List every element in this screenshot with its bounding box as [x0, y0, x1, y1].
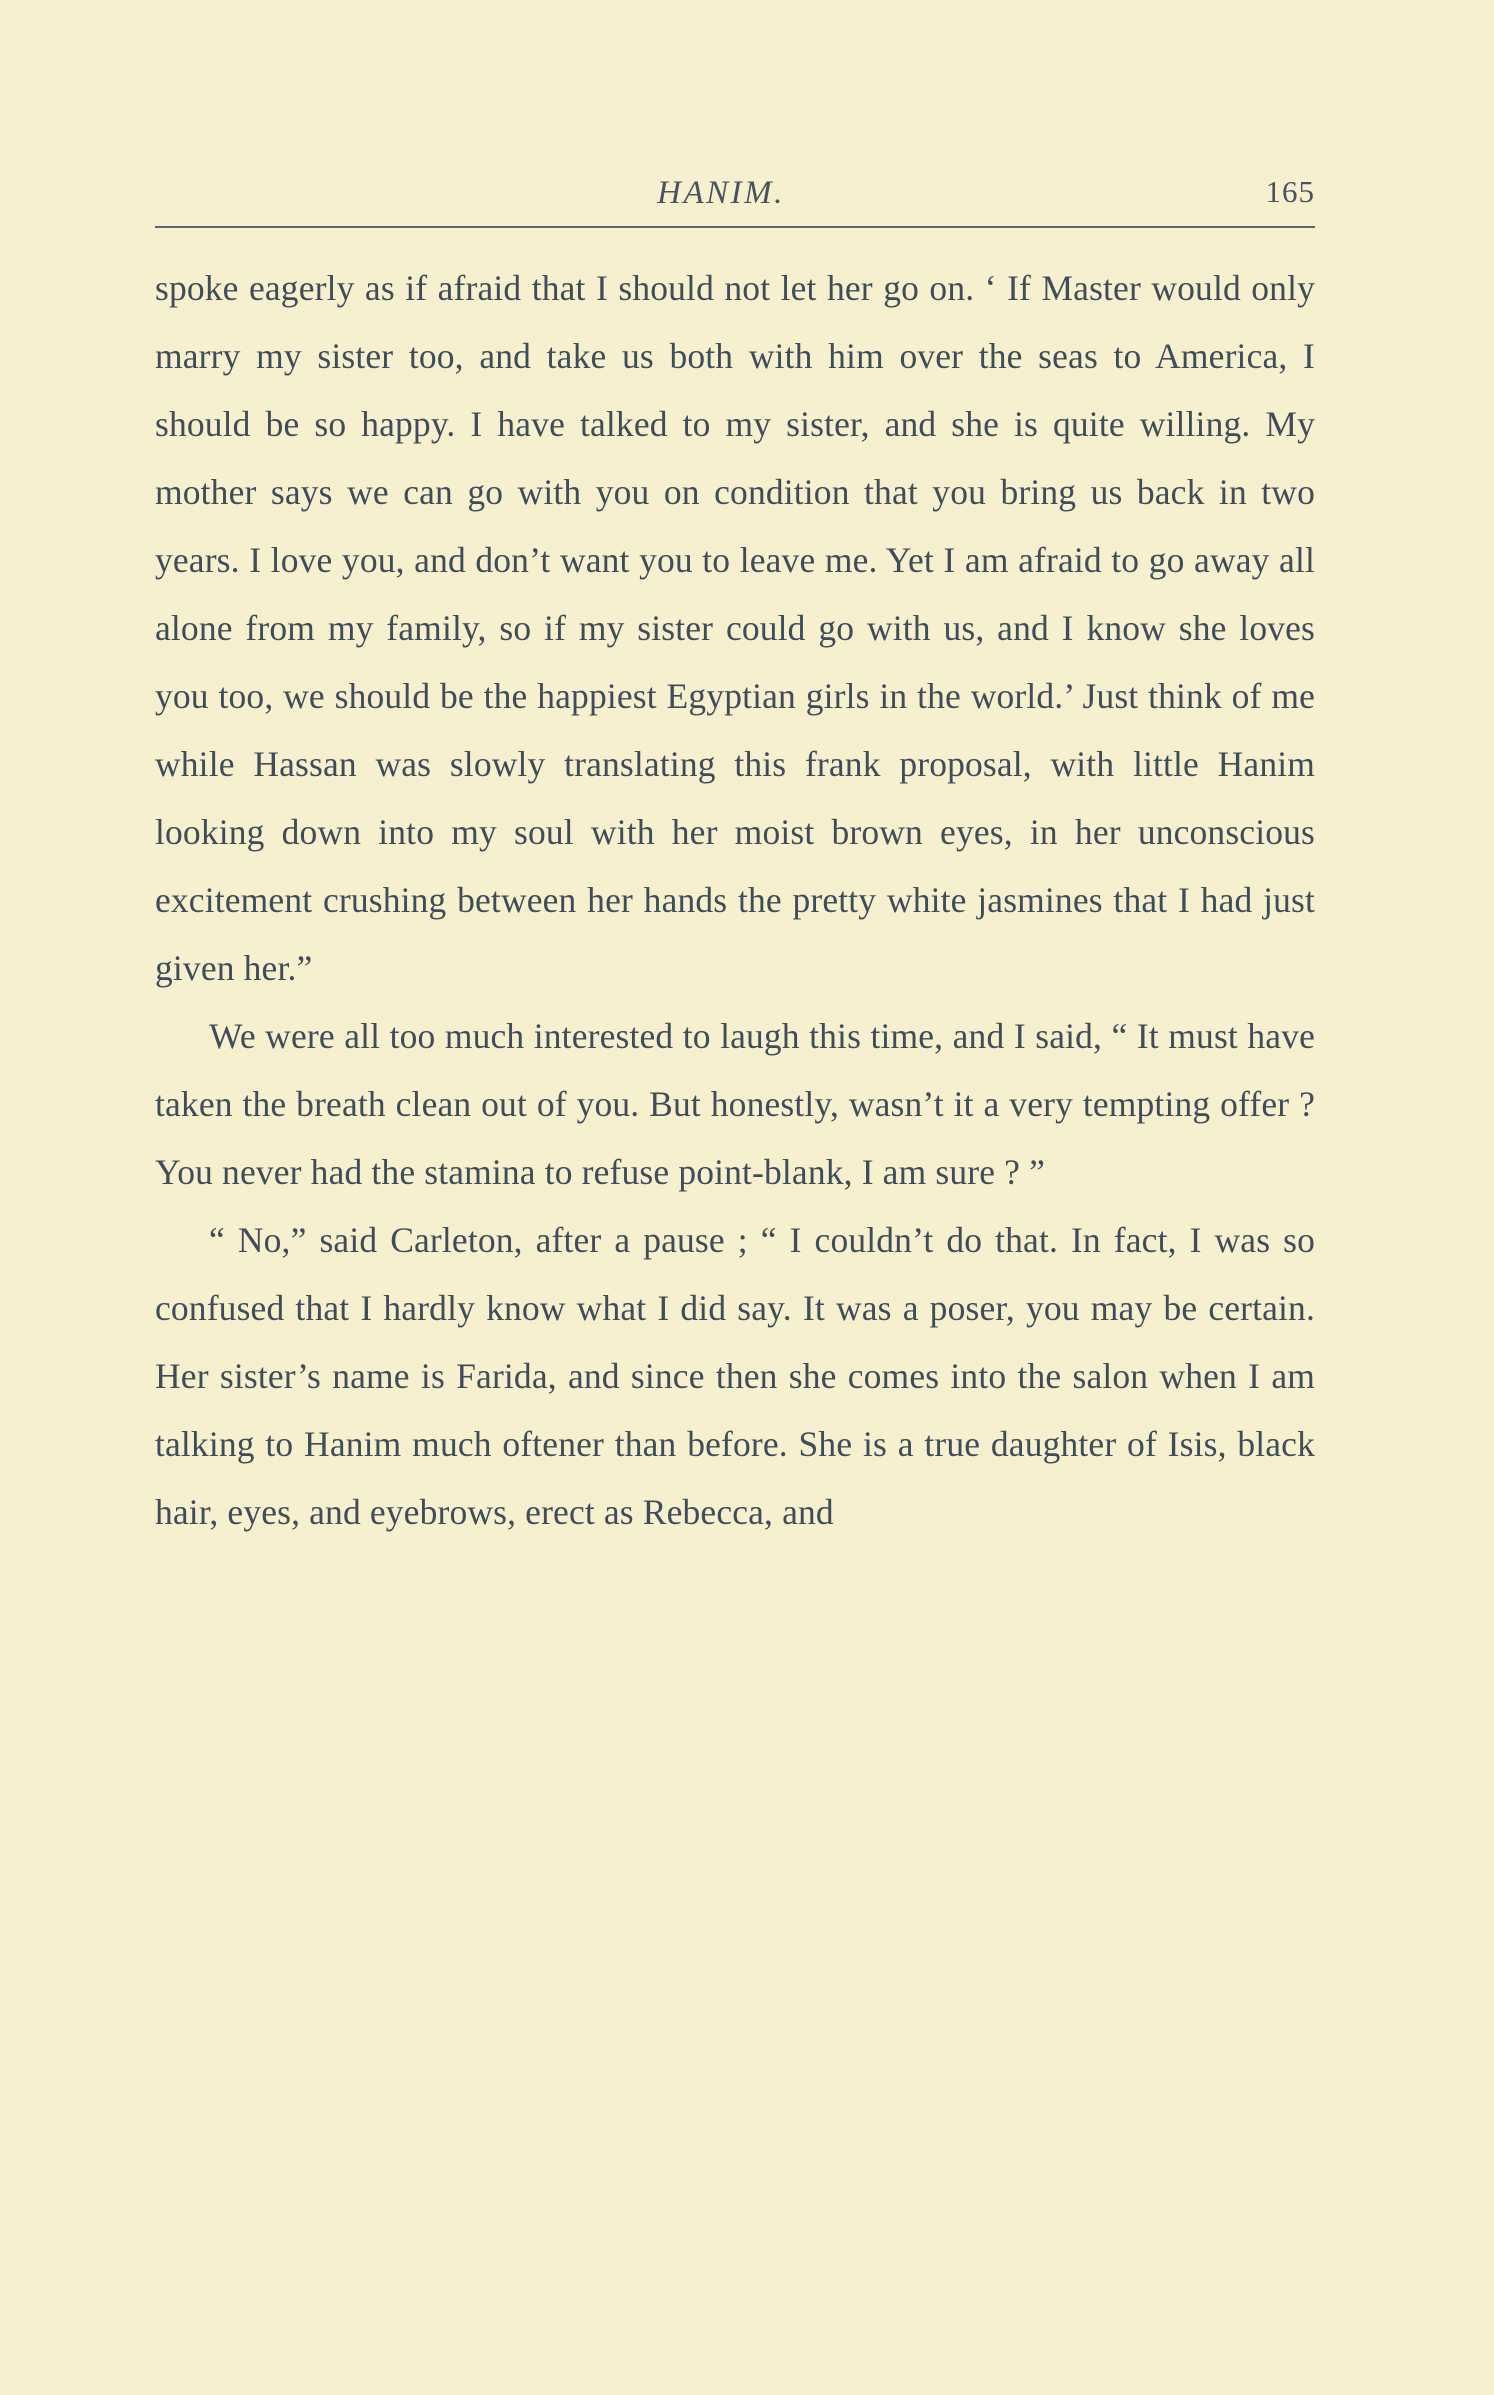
body-text — [155, 254, 1315, 1546]
header-rule — [155, 226, 1315, 228]
paragraph-no-said-carleton: “ No,” said Carleton, after a pause ; “ I couldn’t do that. In fact, I was so confused that I hardly know what I did say. It was a poser, you may be certain. Her sister’s name is Farida, and since then she comes into the salon when I am talking to Hanim much oftener than before. She is a true daughter of Isis, black hair, eyes, and eyebrows, erect as Rebecca, and — [155, 1220, 1315, 1532]
page-header — [155, 160, 1315, 212]
page-number: 165 — [1265, 174, 1315, 209]
page-content — [155, 160, 1315, 1546]
paragraph-we-were-all: We were all too much interested to laugh this time, and I said, “ It must have taken the breath clean out of you. But honestly, wasn’t it a very tempting offer ? You never had the stamina to refuse point-blank, I am sure ? ” — [155, 1016, 1315, 1192]
paragraph-continued: spoke eagerly as if afraid that I should not let her go on. ‘ If Master would only marry my sister too, and take us both with him over the seas to America, I should be so happy. I have talked to my sister, and she is quite willing. My mother says we can go with you on condition that you bring us back in two years. I love you, and don’t want you to leave me. Yet I am afraid to go away all alone from my family, so if my sister could go with us, and I know she loves you too, we should be the happiest Egyptian girls in the world.’ Just think of me while Hassan was slowly translating this frank proposal, with little Hanim looking down into my soul with her moist brown eyes, in her unconscious excitement crushing between her hands the pretty white jasmines that I had just given her.” — [155, 268, 1315, 988]
running-head-title: HANIM. — [657, 175, 785, 211]
